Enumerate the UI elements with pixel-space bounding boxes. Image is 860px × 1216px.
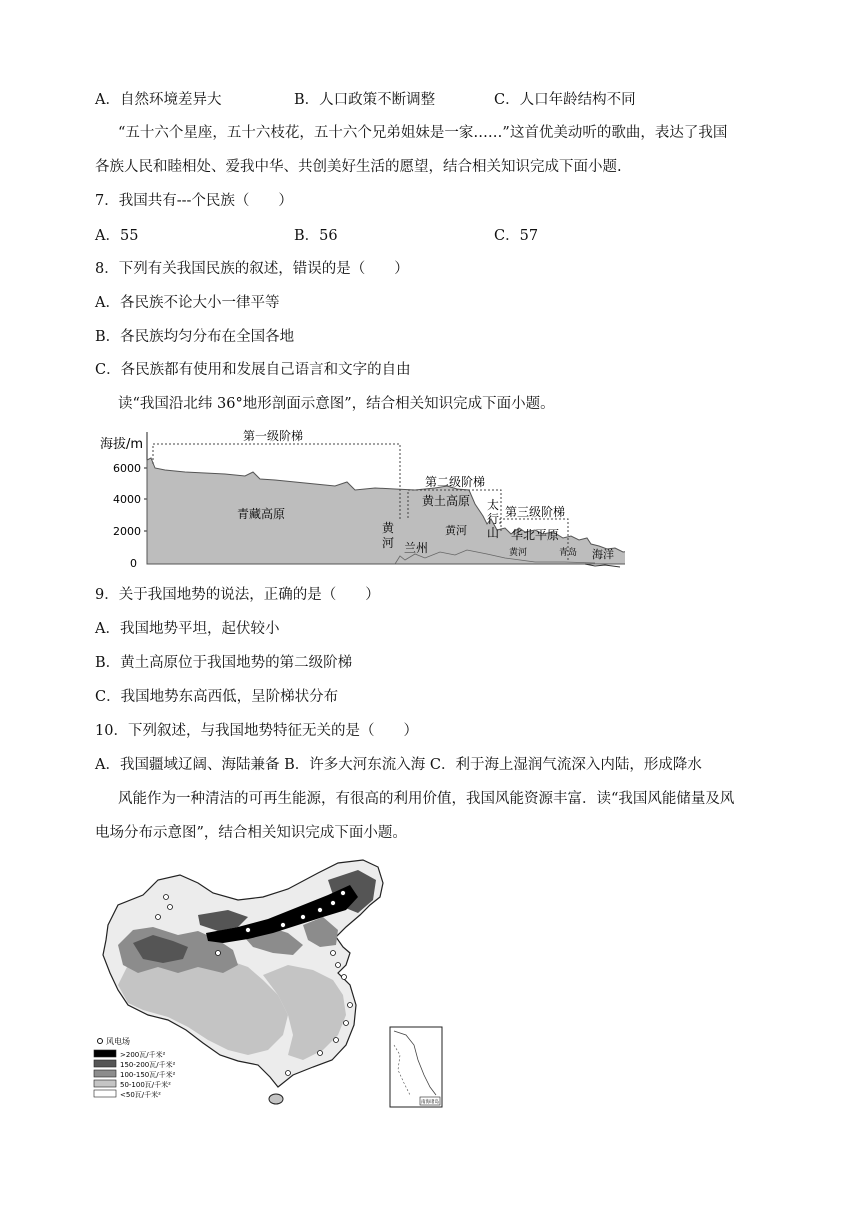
- qingdao-label: 青岛: [559, 548, 578, 558]
- taihang-label-2: 行: [487, 512, 500, 526]
- lanzhou-label: 兰州: [404, 541, 429, 555]
- loess-plateau-label: 黄土高原: [422, 494, 471, 508]
- inset-label: 南海诸岛: [421, 1100, 439, 1105]
- terrain-profile-figure: [95, 424, 625, 574]
- tick-2000: 2000: [113, 525, 141, 538]
- wind-legend: [94, 1036, 176, 1099]
- legend-level-4: 50-100瓦/千米²: [120, 1081, 171, 1089]
- q7-option-c: C．57: [494, 228, 539, 244]
- q9-option-c: C．我国地势东高西低，呈阶梯状分布: [95, 689, 339, 705]
- step2-label: 第二级阶梯: [425, 475, 486, 489]
- intro-song-line-2: 各族人民和睦相处、爱我中华、共创美好生活的愿望，结合相关知识完成下面小题.: [95, 159, 622, 175]
- taihang-label-3: 山: [487, 526, 500, 540]
- legend-station-label: 风电场: [106, 1037, 130, 1046]
- q7-option-b: B．56: [294, 228, 338, 244]
- step3-label: 第三级阶梯: [505, 505, 566, 519]
- q9-stem: 9．关于我国地势的说法，正确的是（ ）: [95, 587, 380, 603]
- intro-song-line-1: “五十六个星座，五十六枝花，五十六个兄弟姐妹是一家……”这首优美动听的歌曲，表达了我国: [118, 125, 728, 141]
- ocean-label: 海洋: [592, 548, 614, 561]
- huanghe-label-1: 黄: [382, 521, 395, 535]
- legend-level-1: >200瓦/千米²: [120, 1051, 166, 1059]
- south-china-sea-inset: [390, 1027, 442, 1107]
- huanghe-small-label: 黄河: [509, 548, 528, 558]
- huanghe-mid-label: 黄河: [445, 524, 467, 537]
- q7-option-a: A．55: [95, 228, 139, 244]
- q7-stem: 7．我国共有---个民族（ ）: [95, 193, 293, 209]
- step1-label: 第一级阶梯: [243, 429, 304, 443]
- q6-option-c: C．人口年龄结构不同: [494, 92, 636, 108]
- intro-wind-line-1: 风能作为一种清洁的可再生能源，有很高的利用价值，我国风能资源丰富．读“我国风能储量及风: [118, 791, 735, 807]
- legend-level-3: 100-150瓦/千米²: [120, 1071, 176, 1079]
- tick-6000: 6000: [113, 462, 141, 475]
- q8-option-c: C．各民族都有使用和发展自己语言和文字的自由: [95, 362, 411, 378]
- tick-4000: 4000: [113, 493, 141, 506]
- q8-option-b: B．各民族均匀分布在全国各地: [95, 329, 295, 345]
- y-axis-label: 海拔/m: [100, 437, 144, 452]
- intro-profile: 读“我国沿北纬 36°地形剖面示意图”，结合相关知识完成下面小题。: [118, 396, 555, 412]
- station-marker-icon: [98, 1039, 103, 1044]
- q9-option-b: B．黄土高原位于我国地势的第二级阶梯: [95, 655, 353, 671]
- q6-option-a: A．自然环境差异大: [95, 92, 222, 108]
- q8-option-a: A．各民族不论大小一律平等: [95, 295, 280, 311]
- north-china-plain-label: 华北平原: [511, 528, 560, 542]
- q10-stem: 10．下列叙述，与我国地势特征无关的是（ ）: [95, 723, 418, 739]
- legend-level-5: <50瓦/千米²: [120, 1091, 161, 1099]
- legend-level-2: 150-200瓦/千米²: [120, 1061, 176, 1069]
- taihang-label-1: 太: [487, 498, 500, 512]
- q8-stem: 8．下列有关我国民族的叙述，错误的是（ ）: [95, 261, 409, 277]
- intro-wind-line-2: 电场分布示意图”，结合相关知识完成下面小题。: [95, 825, 407, 841]
- tick-0: 0: [130, 557, 137, 570]
- q6-option-b: B．人口政策不断调整: [294, 92, 436, 108]
- wind-energy-map: [88, 855, 448, 1110]
- qinghai-tibet-plateau-label: 青藏高原: [237, 507, 286, 521]
- q9-option-a: A．我国地势平坦，起伏较小: [95, 621, 280, 637]
- huanghe-label-2: 河: [382, 536, 395, 550]
- q10-options: A．我国疆域辽阔、海陆兼备 B．许多大河东流入海 C．利于海上湿润气流深入内陆，形成降水: [95, 757, 702, 773]
